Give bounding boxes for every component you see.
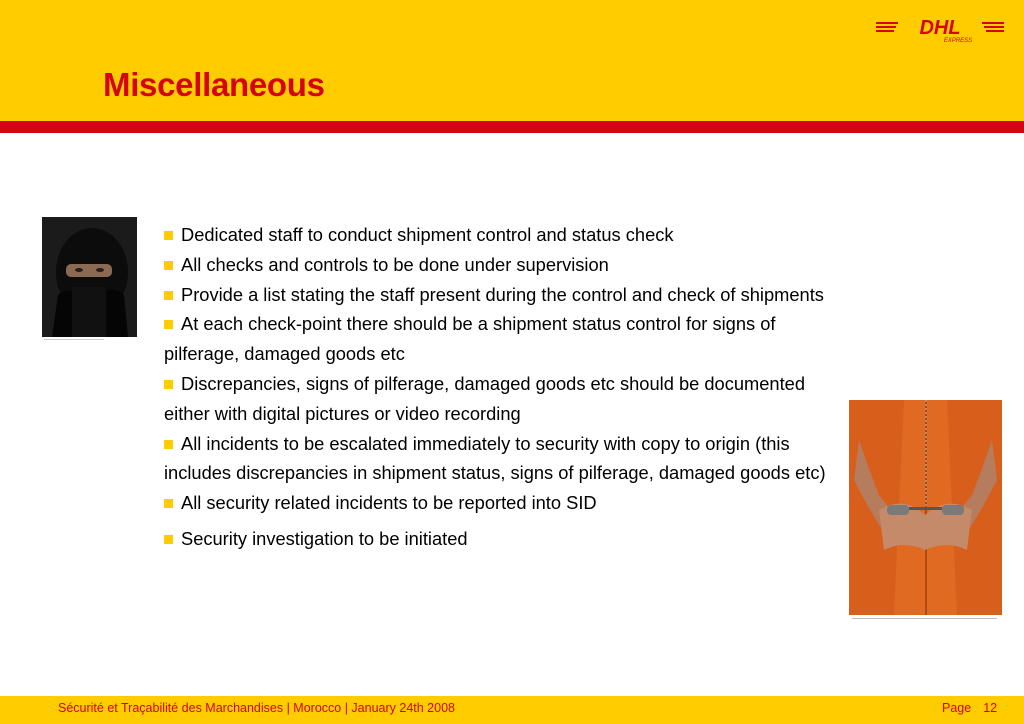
square-bullet-icon (164, 231, 173, 240)
square-bullet-icon (164, 320, 173, 329)
page-label: Page (942, 701, 972, 715)
logo-text: DHL (919, 17, 961, 39)
page-indicator (942, 701, 997, 715)
list-item: All security related incidents to be reported into SID (164, 488, 854, 518)
masked-person-photo (42, 217, 137, 337)
square-bullet-icon (164, 535, 173, 544)
dhl-logo (876, 14, 1004, 44)
page-number: 12 (983, 701, 998, 715)
footer-text: Sécurité et Traçabilité des Marchandises | Morocco | January 24th 2008 (58, 701, 455, 715)
header-divider (0, 121, 1024, 133)
photo-credit-strip (849, 615, 1002, 622)
square-bullet-icon (164, 380, 173, 389)
square-bullet-icon (164, 291, 173, 300)
list-item: All checks and controls to be done under supervision (164, 250, 854, 280)
list-item: At each check-point there should be a shipment status control for signs of pilferage, damaged goods etc (164, 313, 776, 365)
list-item: Provide a list stating the staff present during the control and check of shipments (164, 280, 854, 310)
list-item: Security investigation to be initiated (164, 524, 854, 554)
square-bullet-icon (164, 261, 173, 270)
list-item: Discrepancies, signs of pilferage, damaged goods etc should be documented either with digital pictures or video recording (164, 372, 805, 424)
square-bullet-icon (164, 499, 173, 508)
photo-credit-strip (42, 337, 137, 342)
list-item: All incidents to be escalated immediately to security with copy to origin (this includes discrepancies in shipment status, signs of pilferage, damaged goods etc) (164, 432, 826, 484)
square-bullet-icon (164, 440, 173, 449)
page-title: Miscellaneous (103, 66, 325, 103)
logo-subtext: EXPRESS (943, 38, 973, 44)
bullet-list (164, 220, 854, 554)
handcuffed-prisoner-photo (849, 400, 1002, 615)
list-item: Dedicated staff to conduct shipment control and status check (164, 220, 854, 250)
